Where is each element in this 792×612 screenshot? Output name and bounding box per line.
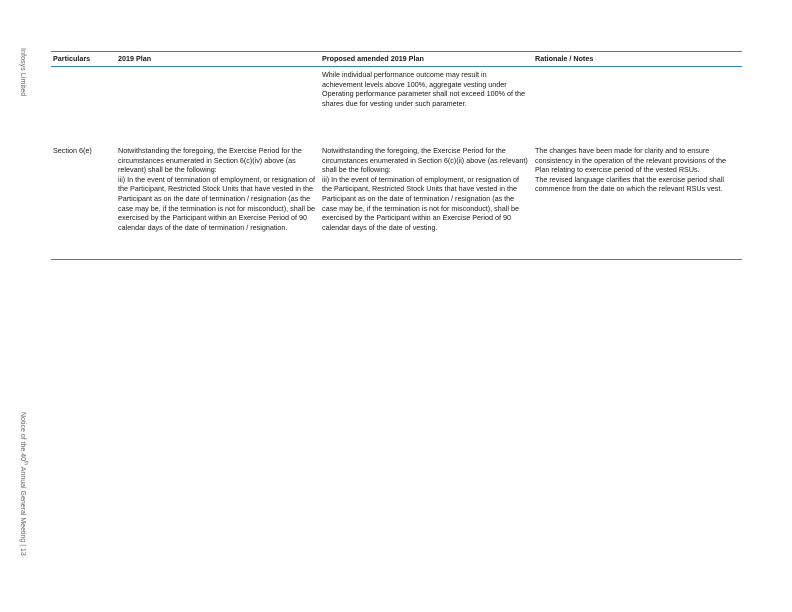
table-header-row bbox=[51, 52, 742, 67]
header-rationale: Rationale / Notes bbox=[535, 54, 594, 64]
notice-footer-vertical bbox=[19, 412, 27, 556]
rationale-para-1: The changes have been made for clarity and to ensure consistency in the operation of the relevant provisions of the Plan relating to exercise period of the vested RSUs. bbox=[535, 146, 726, 175]
proposed-intro: Notwithstanding the foregoing, the Exercise Period for the circumstances enumerated in Section 6(c)(ii) above (as relevant) shall be the following: bbox=[322, 146, 528, 175]
header-particulars: Particulars bbox=[53, 54, 91, 64]
plan-2019-intro: Notwithstanding the foregoing, the Exercise Period for the circumstances enumerated in Section 6(c)(iv) above (as relevant) shall be the following: bbox=[118, 146, 302, 175]
comparison-table bbox=[51, 51, 742, 260]
cell-proposed bbox=[322, 146, 535, 259]
proposed-clause-iii: iii) In the event of termination of employment, or resignation of the Participant, Restricted Stock Units that have vested in the Participant as on the date of termination / resignation (as the case may be, if the termination is not for misconduct), shall be exercised by the Participant within an Exercise Period of 90 calendar days of the date of vesting. bbox=[322, 174, 519, 232]
table-row bbox=[51, 140, 742, 259]
header-2019-plan: 2019 Plan bbox=[118, 54, 152, 64]
cell-particulars: Section 6(e) bbox=[53, 146, 92, 155]
cell-2019-plan bbox=[118, 70, 322, 140]
cell-rationale bbox=[535, 146, 742, 259]
cell-2019-plan bbox=[118, 146, 322, 259]
notice-superscript: th bbox=[22, 461, 29, 466]
header-proposed-plan: Proposed amended 2019 Plan bbox=[322, 54, 424, 64]
rationale-para-2: The revised language clarifies that the exercise period shall commence from the date on which the relevant RSUs vest. bbox=[535, 174, 724, 194]
cell-proposed: While individual performance outcome may result in achievement levels above 100%, aggregate vesting under Operating performance parameter shall not exceed 100% of the shares due for vesting under such parameter. bbox=[322, 70, 525, 108]
notice-suffix: Annual General Meeting | 13 bbox=[19, 465, 26, 556]
notice-prefix: Notice of the 40 bbox=[19, 412, 26, 462]
table-row bbox=[51, 67, 742, 140]
cell-rationale bbox=[535, 70, 742, 140]
plan-2019-clause-iii: iii) In the event of termination of employment, or resignation of the Participant, Restricted Stock Units that have vested in the Participant as on the date of termination / resignation (as the case may be, if the termination is not for misconduct), shall be exercised by the Participant within an Exercise Period of 90 calendar days of the date of termination / resignation. bbox=[118, 174, 315, 232]
cell-particulars bbox=[51, 70, 118, 140]
company-name-vertical: Infosys Limited bbox=[19, 48, 26, 97]
